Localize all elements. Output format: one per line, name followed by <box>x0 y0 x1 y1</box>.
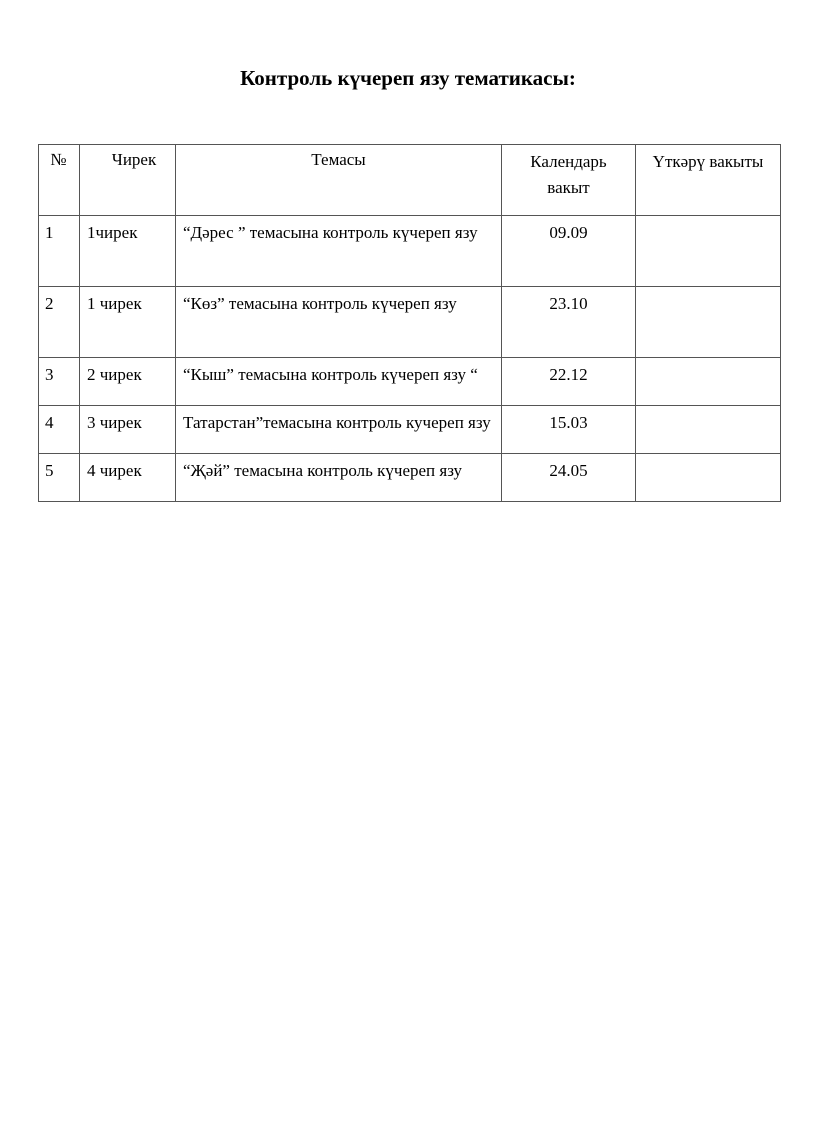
cell-chirek: 3 чирек <box>80 406 176 454</box>
table-row <box>39 287 781 358</box>
cell-calendar: 23.10 <box>502 287 636 358</box>
header-calendar: Календарь вакыт <box>502 145 636 216</box>
table-row <box>39 454 781 502</box>
topics-table <box>38 144 781 502</box>
cell-chirek: 4 чирек <box>80 454 176 502</box>
table-row <box>39 216 781 287</box>
cell-temasy: “Көз” темасына контроль күчереп язу <box>176 287 502 358</box>
cell-utkaru <box>636 287 781 358</box>
cell-temasy: Татарстан”темасына контроль кучереп язу <box>176 406 502 454</box>
cell-num: 2 <box>39 287 80 358</box>
cell-chirek: 2 чирек <box>80 358 176 406</box>
cell-num: 3 <box>39 358 80 406</box>
cell-utkaru <box>636 454 781 502</box>
cell-num: 4 <box>39 406 80 454</box>
cell-utkaru <box>636 358 781 406</box>
cell-temasy: “Кыш” темасына контроль күчереп язу “ <box>176 358 502 406</box>
table-row <box>39 406 781 454</box>
header-num: № <box>39 145 80 216</box>
page-title: Контроль күчереп язу тематикасы: <box>240 66 576 90</box>
cell-calendar: 15.03 <box>502 406 636 454</box>
cell-temasy: “Дәрес ” темасына контроль күчереп язу <box>176 216 502 287</box>
header-temasy: Темасы <box>176 145 502 216</box>
cell-calendar: 24.05 <box>502 454 636 502</box>
table-row <box>39 358 781 406</box>
cell-temasy: “Җәй” темасына контроль күчереп язу <box>176 454 502 502</box>
cell-num: 5 <box>39 454 80 502</box>
table-header-row <box>39 145 781 216</box>
cell-chirek: 1 чирек <box>80 287 176 358</box>
cell-num: 1 <box>39 216 80 287</box>
cell-chirek: 1чирек <box>80 216 176 287</box>
cell-calendar: 09.09 <box>502 216 636 287</box>
cell-utkaru <box>636 406 781 454</box>
header-chirek: Чирек <box>80 145 176 216</box>
cell-utkaru <box>636 216 781 287</box>
header-utkaru: Үткәрү вакыты <box>636 145 781 216</box>
cell-calendar: 22.12 <box>502 358 636 406</box>
